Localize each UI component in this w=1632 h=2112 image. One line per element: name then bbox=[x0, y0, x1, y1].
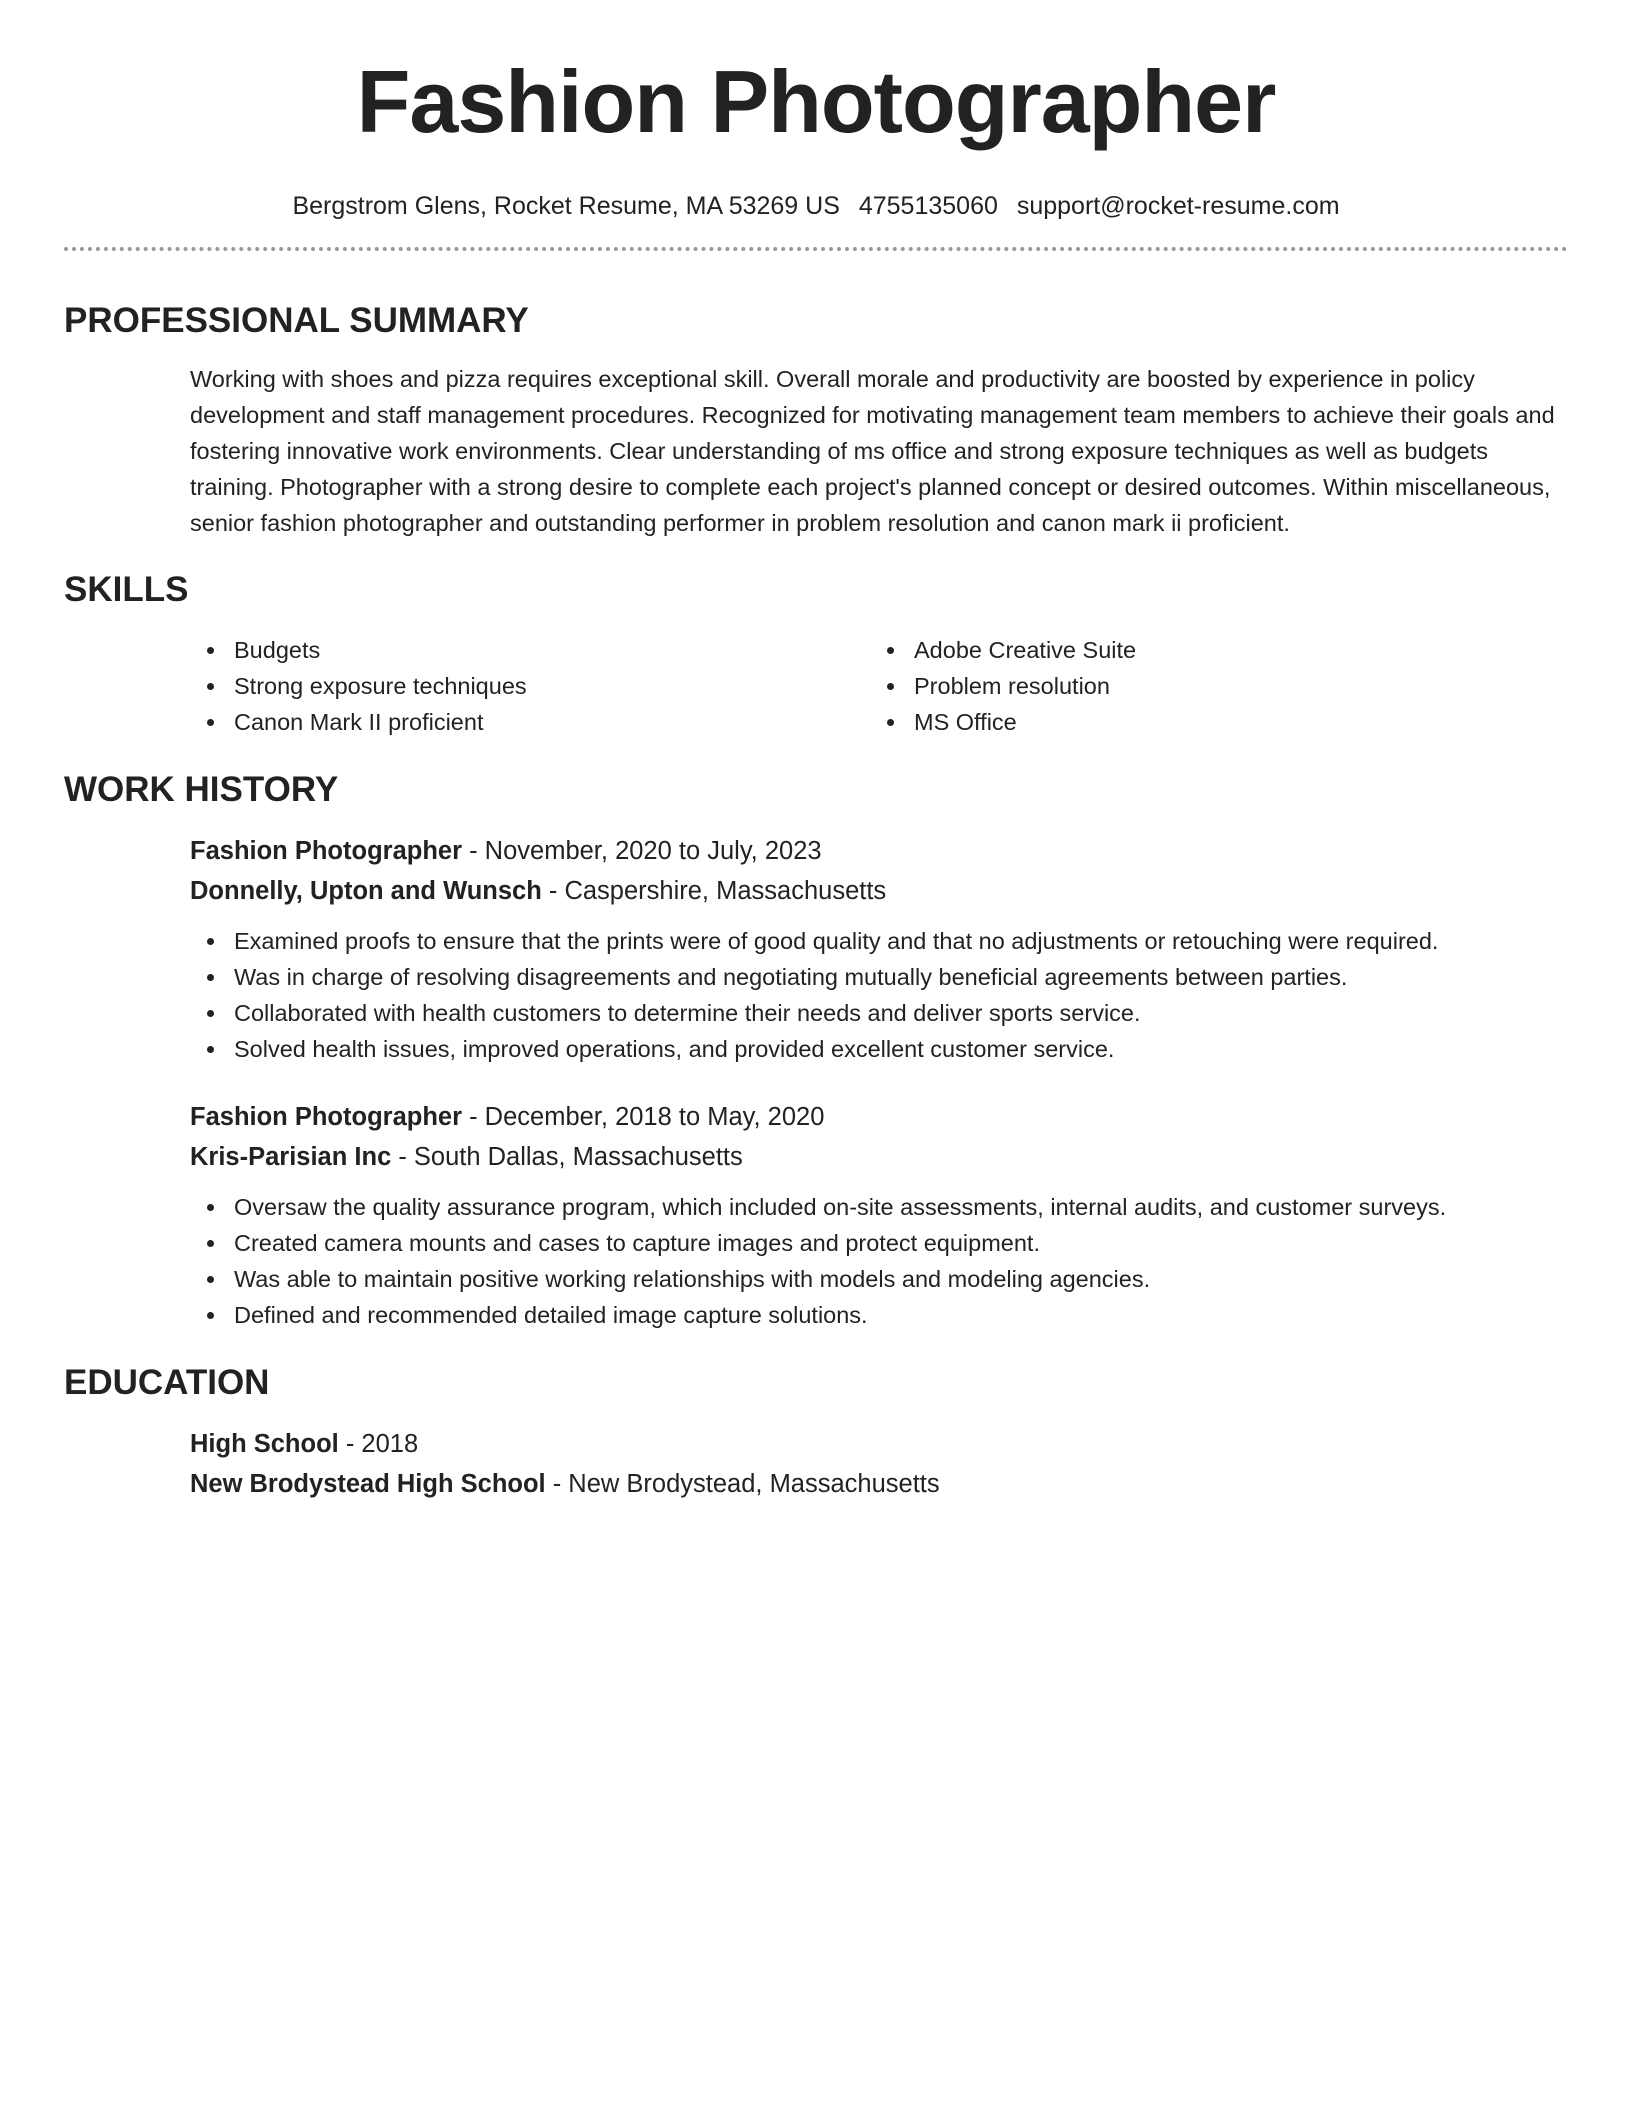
work-heading: WORK HISTORY bbox=[64, 770, 339, 809]
skills-heading: SKILLS bbox=[64, 570, 189, 609]
job-location: - South Dallas, Massachusetts bbox=[391, 1143, 743, 1171]
job-company-line bbox=[190, 871, 1568, 911]
job-bullet: Was able to maintain positive working relationships with models and modeling agencies. bbox=[190, 1261, 1568, 1297]
job-role: Fashion Photographer bbox=[190, 1103, 463, 1131]
education-year: - 2018 bbox=[338, 1430, 419, 1458]
education-section bbox=[64, 1365, 1568, 1504]
job-title-line bbox=[190, 1097, 1568, 1137]
job-company-line bbox=[190, 1137, 1568, 1177]
job-company: Donnelly, Upton and Wunsch bbox=[190, 877, 542, 905]
job-dates: - November, 2020 to July, 2023 bbox=[462, 837, 822, 865]
resume-name: Fashion Photographer bbox=[356, 52, 1276, 151]
header-divider bbox=[64, 247, 1568, 251]
contact-line bbox=[64, 192, 1568, 221]
skills-grid bbox=[190, 632, 1568, 740]
skill-item: MS Office bbox=[870, 704, 1550, 740]
education-degree-line bbox=[190, 1424, 1568, 1464]
education-school-line bbox=[190, 1464, 1568, 1504]
skills-list-left bbox=[190, 632, 870, 740]
skill-item: Budgets bbox=[190, 632, 870, 668]
contact-phone: 4755135060 bbox=[858, 192, 998, 220]
job-bullet: Defined and recommended detailed image capture solutions. bbox=[190, 1297, 1568, 1333]
skill-item: Canon Mark II proficient bbox=[190, 704, 870, 740]
skill-item: Adobe Creative Suite bbox=[870, 632, 1550, 668]
skills-list-right bbox=[870, 632, 1550, 740]
skill-item: Problem resolution bbox=[870, 668, 1550, 704]
education-degree: High School bbox=[190, 1430, 339, 1458]
contact-address: Bergstrom Glens, Rocket Resume, MA 53269 US bbox=[292, 192, 840, 220]
job-bullet: Collaborated with health customers to determine their needs and deliver sports service. bbox=[190, 995, 1568, 1031]
job-bullet: Oversaw the quality assurance program, which included on-site assessments, internal audits, and customer surveys. bbox=[190, 1189, 1568, 1225]
contact-email: support@rocket-resume.com bbox=[1016, 192, 1340, 220]
job-dates: - December, 2018 to May, 2020 bbox=[462, 1103, 825, 1131]
education-heading: EDUCATION bbox=[64, 1363, 270, 1402]
job-bullet: Was in charge of resolving disagreements and negotiating mutually beneficial agreements between parties. bbox=[190, 959, 1568, 995]
summary-heading: PROFESSIONAL SUMMARY bbox=[64, 301, 529, 340]
job-entry bbox=[190, 1097, 1568, 1333]
job-entry bbox=[190, 831, 1568, 1067]
summary-text: Working with shoes and pizza requires exceptional skill. Overall morale and productivity are boosted by experience in policy development and staff management procedures. Recognized for motivating management team members to achieve their goals and fostering innovative work environments. Clear understanding of ms office and strong exposure techniques as well as budgets training. Photographer with a strong desire to complete each project's planned concept or desired outcomes. Within miscellaneous, senior fashion photographer and outstanding performer in problem resolution and canon mark ii proficient. bbox=[190, 366, 1555, 536]
education-location: - New Brodystead, Massachusetts bbox=[545, 1470, 940, 1498]
job-bullet: Solved health issues, improved operations, and provided excellent customer service. bbox=[190, 1031, 1568, 1067]
job-bullets bbox=[190, 923, 1568, 1067]
job-role: Fashion Photographer bbox=[190, 837, 463, 865]
work-section bbox=[64, 772, 1568, 1333]
job-location: - Caspershire, Massachusetts bbox=[541, 877, 887, 905]
education-entry bbox=[190, 1424, 1568, 1504]
job-title-line bbox=[190, 831, 1568, 871]
job-bullets bbox=[190, 1189, 1568, 1333]
skills-section bbox=[64, 572, 1568, 740]
education-school: New Brodystead High School bbox=[190, 1470, 546, 1498]
summary-section bbox=[64, 303, 1568, 541]
job-bullet: Examined proofs to ensure that the prints were of good quality and that no adjustments or retouching were required. bbox=[190, 923, 1568, 959]
job-bullet: Created camera mounts and cases to capture images and protect equipment. bbox=[190, 1225, 1568, 1261]
job-company: Kris-Parisian Inc bbox=[190, 1143, 392, 1171]
skill-item: Strong exposure techniques bbox=[190, 668, 870, 704]
